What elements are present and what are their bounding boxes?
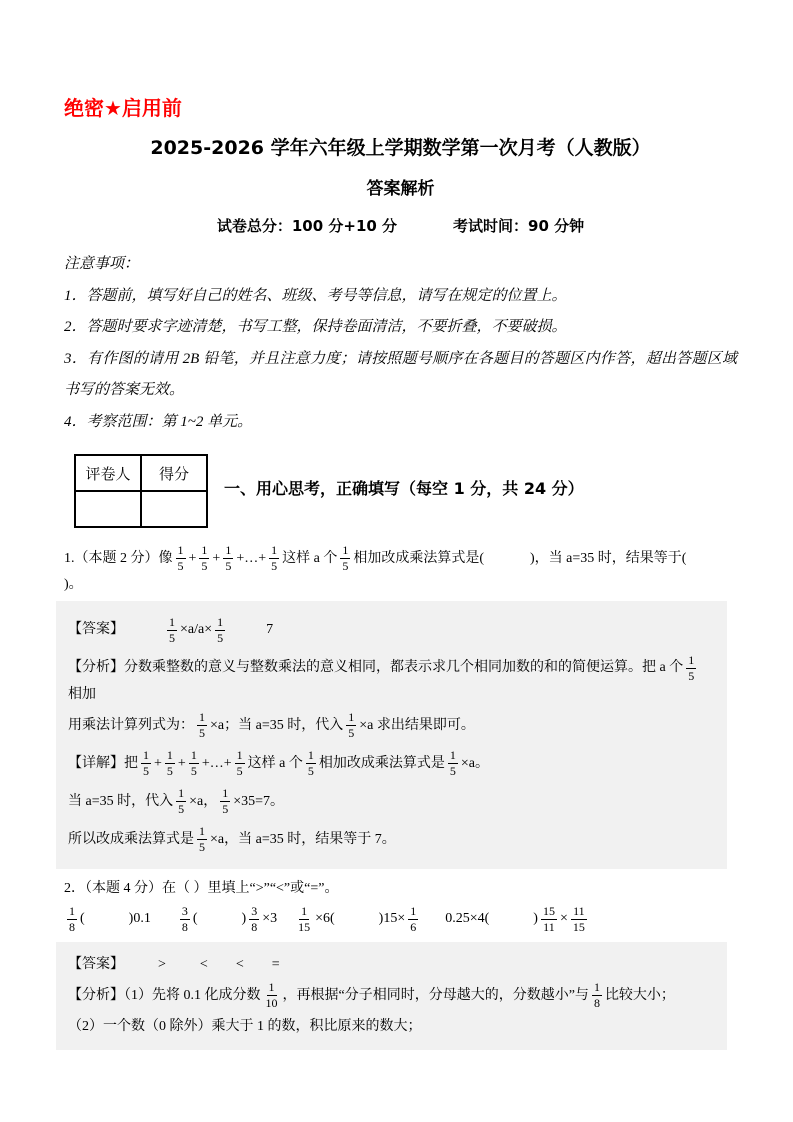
text-segment: ×6( <box>315 911 335 927</box>
fraction <box>141 748 151 779</box>
blank-space <box>208 964 236 965</box>
text-segment: = <box>271 956 280 972</box>
exam-duration: 考试时间：90 分钟 <box>453 217 585 235</box>
text-segment: +…+ <box>201 755 232 771</box>
fraction <box>67 904 77 935</box>
text-segment: 【详解】把 <box>68 755 138 771</box>
fraction-denominator: 6 <box>410 919 417 934</box>
fraction-denominator: 5 <box>190 764 197 779</box>
text-segment: 比较大小； <box>604 988 675 1004</box>
fraction-numerator: 1 <box>199 824 205 839</box>
fraction-denominator: 5 <box>271 559 278 573</box>
text-segment: ×a；当 a=35 时，代入 <box>210 717 344 733</box>
fraction-denominator: 5 <box>348 726 355 741</box>
text-segment: )，当 a=35 时，结果等于( <box>530 550 687 566</box>
fraction <box>180 904 190 935</box>
fraction <box>408 904 418 935</box>
fraction-numerator: 1 <box>169 614 175 629</box>
text-segment: 【答案】 <box>68 622 124 638</box>
fraction-denominator: 11 <box>543 919 555 934</box>
fraction-numerator: 1 <box>348 710 355 725</box>
text-segment: < <box>199 956 208 972</box>
fraction <box>165 748 175 779</box>
fraction-denominator: 8 <box>593 996 600 1011</box>
text-segment: 用乘法计算列式为： <box>68 717 194 733</box>
score-table-score-cell <box>141 491 207 527</box>
text-segment: ×a。 <box>460 755 489 771</box>
fraction <box>264 980 280 1011</box>
text-segment: ×3 <box>262 911 278 927</box>
fraction <box>686 653 696 684</box>
fraction-denominator: 5 <box>201 559 208 573</box>
text-segment: 当 a=35 时，代入 <box>68 793 174 809</box>
fraction-denominator: 5 <box>199 726 205 741</box>
note-item-4: 4．考察范围：第 1~2 单元。 <box>64 413 253 430</box>
text-segment: 相加改成乘法算式是( <box>353 550 484 566</box>
text-segment: ×35=7。 <box>233 793 285 809</box>
fraction-numerator: 1 <box>688 652 695 667</box>
text-segment: 所以改成乘法算式是 <box>68 831 194 847</box>
blank-space <box>198 919 242 920</box>
fraction <box>197 710 207 741</box>
text-segment: ) <box>241 911 247 927</box>
blank-space <box>686 558 726 559</box>
text-segment: 相加改成乘法算式是 <box>318 755 445 771</box>
blank-space <box>335 919 379 920</box>
fraction-denominator: 15 <box>572 919 585 934</box>
text-segment: < <box>235 956 244 972</box>
fraction-denominator: 5 <box>169 630 175 645</box>
fraction-denominator: 5 <box>449 764 456 779</box>
notes-heading: 注意事项： <box>64 256 140 272</box>
blank-space <box>228 630 266 631</box>
fraction <box>176 543 186 574</box>
fraction-denominator: 5 <box>178 802 185 817</box>
text-segment: × <box>559 911 568 927</box>
q1-analysis-line-1 <box>68 652 715 705</box>
fraction-denominator: 10 <box>265 996 278 1011</box>
text-segment: )0.1 <box>128 911 151 927</box>
text-segment: + <box>212 550 221 566</box>
note-item-1: 1．答题前，填写好自己的姓名、班级、考号等信息，请写在规定的位置上。 <box>64 287 567 304</box>
text-segment: ×a， <box>189 793 218 809</box>
fraction-denominator: 5 <box>342 559 349 573</box>
fraction <box>269 543 279 574</box>
fraction <box>306 748 316 779</box>
fraction-numerator: 1 <box>225 543 232 557</box>
fraction-numerator: 3 <box>251 903 258 918</box>
text-segment: 这样 a 个 <box>282 550 338 566</box>
blank-space <box>166 964 200 965</box>
secret-label: 绝密★启用前 <box>64 96 182 120</box>
text-segment: ( <box>192 911 198 927</box>
q2-analysis-line-2 <box>68 1017 715 1037</box>
section-header-row <box>74 454 737 528</box>
blank-space <box>124 630 164 631</box>
q1-detail-line-2 <box>68 785 715 818</box>
fraction <box>199 543 209 574</box>
blank-space <box>421 919 445 920</box>
fraction-denominator: 8 <box>251 919 258 934</box>
fraction-numerator: 1 <box>268 980 275 995</box>
fraction-numerator: 1 <box>236 748 243 763</box>
text-segment: + <box>188 550 197 566</box>
note-item-2: 2．答题时要求字迹清楚，书写工整，保持卷面清洁，不要折叠，不要破损。 <box>64 319 567 335</box>
blank-space <box>277 919 293 920</box>
fraction-numerator: 1 <box>69 903 75 918</box>
fraction-denominator: 5 <box>217 630 224 645</box>
fraction-numerator: 1 <box>271 543 278 557</box>
fraction <box>448 748 458 779</box>
score-table-header-score: 得分 <box>141 455 207 491</box>
exam-total-score: 试卷总分：100 分+10 分 <box>216 217 398 235</box>
q1-detail-line-1 <box>68 747 715 780</box>
text-segment: + <box>177 755 186 771</box>
fraction-numerator: 1 <box>449 748 456 763</box>
text-segment: ( <box>80 911 85 927</box>
note-item-3: 3．有作图的请用 2B 铅笔，并且注意力度；请按照题号顺序在各题目的答题区内作答，超出答题区域书写的答案无效。 <box>64 350 737 398</box>
fraction <box>220 786 230 817</box>
fraction-denominator: 5 <box>307 764 314 779</box>
text-segment: ×a 求出结果即可。 <box>359 717 475 733</box>
text-segment: 这样 a 个 <box>247 755 303 771</box>
fraction-denominator: 5 <box>177 559 184 573</box>
fraction-numerator: 1 <box>307 748 314 763</box>
blank-space <box>151 919 177 920</box>
fraction-denominator: 8 <box>181 919 188 934</box>
exam-info <box>64 215 737 237</box>
fraction-denominator: 5 <box>199 840 205 855</box>
fraction-numerator: 11 <box>573 903 585 918</box>
text-segment: 7 <box>266 622 274 638</box>
blank-space <box>124 964 158 965</box>
text-segment: 【答案】 <box>68 956 124 972</box>
fraction-numerator: 1 <box>199 710 205 725</box>
fraction <box>167 615 177 646</box>
fraction-denominator: 5 <box>688 668 695 683</box>
fraction <box>340 543 350 574</box>
fraction-numerator: 15 <box>542 903 555 918</box>
text-segment: 【分析】（1）先将 0.1 化成分数 <box>68 988 261 1004</box>
blank-space <box>484 558 530 559</box>
fraction-numerator: 1 <box>222 786 229 801</box>
text-segment: > <box>158 956 166 972</box>
fraction-numerator: 1 <box>177 543 184 557</box>
text-segment: 【分析】分数乘整数的意义与整数乘法的意义相同，都表示求几个相同加数的和的简便运算。把 a 个 <box>68 660 684 676</box>
fraction-denominator: 8 <box>69 919 75 934</box>
fraction-denominator: 5 <box>143 764 149 779</box>
text-segment: +…+ <box>236 550 267 566</box>
page-subtitle: 答案解析 <box>366 179 435 199</box>
text-segment: ，再根据“分子相同时，分母越大的，分数越小”与 <box>282 988 589 1004</box>
q1-answer-line <box>68 614 715 647</box>
fraction-numerator: 1 <box>166 748 173 763</box>
fraction <box>571 904 587 935</box>
fraction <box>215 615 225 646</box>
q2-answer-line <box>68 955 715 975</box>
score-table-grader-cell <box>75 491 141 527</box>
section-title: 一、用心思考，正确填写（每空 1 分，共 24 分） <box>224 479 584 498</box>
fraction-denominator: 5 <box>222 802 229 817</box>
fraction <box>189 748 199 779</box>
text-segment: )15× <box>378 911 406 927</box>
q1-solution-block <box>56 601 727 870</box>
text-segment: ×a/a× <box>180 622 213 638</box>
text-segment: 相加 <box>68 686 96 702</box>
fraction-numerator: 3 <box>181 903 188 918</box>
blank-space <box>244 964 272 965</box>
fraction-denominator: 5 <box>166 764 173 779</box>
notes-section <box>64 249 737 438</box>
fraction <box>592 980 602 1011</box>
q2-solution-block <box>56 942 727 1050</box>
blank-space <box>489 919 533 920</box>
question-1-text <box>64 542 737 595</box>
text-segment: ) <box>533 911 538 927</box>
fraction-numerator: 1 <box>342 543 349 557</box>
fraction <box>296 904 312 935</box>
fraction-numerator: 1 <box>217 614 224 629</box>
fraction <box>249 904 259 935</box>
fraction <box>197 824 207 855</box>
fraction-numerator: 1 <box>201 543 208 557</box>
score-table-header-grader: 评卷人 <box>75 455 141 491</box>
fraction-numerator: 1 <box>410 903 417 918</box>
score-table <box>74 454 208 528</box>
fraction-numerator: 1 <box>190 748 197 763</box>
question-2-comparison-items <box>64 903 737 936</box>
q1-detail-line-3 <box>68 823 715 856</box>
fraction-numerator: 1 <box>593 980 600 995</box>
text-segment: )。 <box>64 577 83 592</box>
fraction-numerator: 1 <box>301 903 308 918</box>
fraction-denominator: 5 <box>236 764 243 779</box>
fraction <box>346 710 356 741</box>
fraction-numerator: 1 <box>178 786 185 801</box>
fraction-numerator: 1 <box>143 748 149 763</box>
text-segment: 1.（本题 2 分）像 <box>64 550 173 566</box>
q2-analysis-line-1 <box>68 979 715 1012</box>
text-segment: 2．（本题 4 分）在（ ）里填上“>”“<”或“=”。 <box>64 881 339 897</box>
question-2-text <box>64 879 737 899</box>
fraction-denominator: 15 <box>298 919 311 934</box>
fraction <box>176 786 186 817</box>
fraction <box>223 543 233 574</box>
fraction <box>235 748 245 779</box>
text-segment: （2）一个数（0 除外）乘大于 1 的数，积比原来的数大； <box>68 1019 422 1035</box>
text-segment: + <box>154 755 162 771</box>
page-title: 2025-2026 学年六年级上学期数学第一次月考（人教版） <box>150 137 651 159</box>
q1-analysis-line-2 <box>68 709 715 742</box>
fraction <box>541 904 557 935</box>
blank-space <box>85 919 129 920</box>
text-segment: 0.25×4( <box>445 911 490 927</box>
fraction-denominator: 5 <box>225 559 232 573</box>
text-segment: ×a，当 a=35 时，结果等于 7。 <box>210 831 396 847</box>
